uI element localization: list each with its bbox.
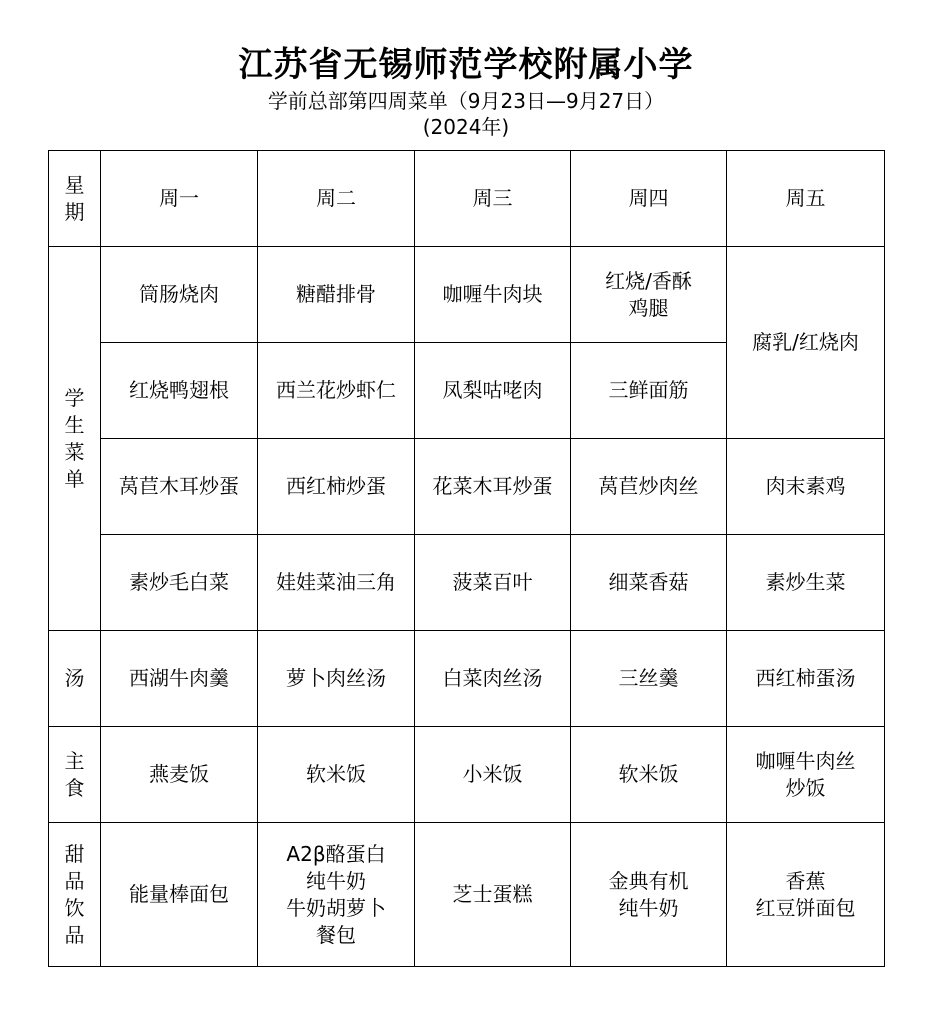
menu-cell: 红烧/香酥 鸡腿: [571, 247, 727, 343]
menu-cell: 三丝羹: [571, 631, 727, 727]
page-subtitle: 学前总部第四周菜单（9月23日—9月27日）: [267, 89, 665, 113]
table-row: [49, 535, 885, 631]
corner-label: 星期: [49, 151, 101, 247]
menu-cell: 腐乳/红烧肉: [727, 247, 885, 439]
dessert-label: 甜品饮品: [49, 823, 101, 967]
table-row: [49, 439, 885, 535]
page-title: 江苏省无锡师范学校附属小学: [238, 45, 694, 85]
menu-cell: 凤梨咕咾肉: [415, 343, 571, 439]
menu-cell: 小米饭: [415, 727, 571, 823]
menu-cell: 燕麦饭: [101, 727, 258, 823]
menu-cell: 芝士蛋糕: [415, 823, 571, 967]
soup-row: [49, 631, 885, 727]
dessert-row: [49, 823, 885, 967]
page-year: (2024年): [422, 115, 510, 139]
menu-cell: 红烧鸭翅根: [101, 343, 258, 439]
menu-cell: 软米饭: [258, 727, 415, 823]
menu-cell: 莴苣木耳炒蛋: [101, 439, 258, 535]
menu-cell: 能量棒面包: [101, 823, 258, 967]
menu-cell: 筒肠烧肉: [101, 247, 258, 343]
menu-cell: 咖喱牛肉丝 炒饭: [727, 727, 885, 823]
menu-cell: 香蕉 红豆饼面包: [727, 823, 885, 967]
menu-cell: 西红柿炒蛋: [258, 439, 415, 535]
table-header-row: [49, 151, 885, 247]
menu-cell: 西兰花炒虾仁: [258, 343, 415, 439]
menu-cell: 花菜木耳炒蛋: [415, 439, 571, 535]
day-header: 周五: [727, 151, 885, 247]
menu-cell: 莴苣炒肉丝: [571, 439, 727, 535]
menu-cell: 白菜肉丝汤: [415, 631, 571, 727]
table-row: [49, 247, 885, 343]
day-header: 周三: [415, 151, 571, 247]
day-header: 周二: [258, 151, 415, 247]
menu-cell: 西湖牛肉羹: [101, 631, 258, 727]
menu-cell: 细菜香菇: [571, 535, 727, 631]
student-menu-label: 学生菜单: [49, 247, 101, 631]
staple-row: [49, 727, 885, 823]
staple-label: 主食: [49, 727, 101, 823]
menu-cell: 萝卜肉丝汤: [258, 631, 415, 727]
menu-cell: 咖喱牛肉块: [415, 247, 571, 343]
menu-cell: 糖醋排骨: [258, 247, 415, 343]
menu-cell: 素炒生菜: [727, 535, 885, 631]
menu-cell: 金典有机 纯牛奶: [571, 823, 727, 967]
menu-cell: 娃娃菜油三角: [258, 535, 415, 631]
menu-cell: 菠菜百叶: [415, 535, 571, 631]
menu-table: [48, 150, 885, 967]
menu-cell: 西红柿蛋汤: [727, 631, 885, 727]
menu-cell: 素炒毛白菜: [101, 535, 258, 631]
menu-cell: A2β酪蛋白 纯牛奶 牛奶胡萝卜 餐包: [258, 823, 415, 967]
menu-cell: 肉末素鸡: [727, 439, 885, 535]
menu-cell: 软米饭: [571, 727, 727, 823]
day-header: 周四: [571, 151, 727, 247]
menu-cell: 三鲜面筋: [571, 343, 727, 439]
day-header: 周一: [101, 151, 258, 247]
soup-label: 汤: [49, 631, 101, 727]
